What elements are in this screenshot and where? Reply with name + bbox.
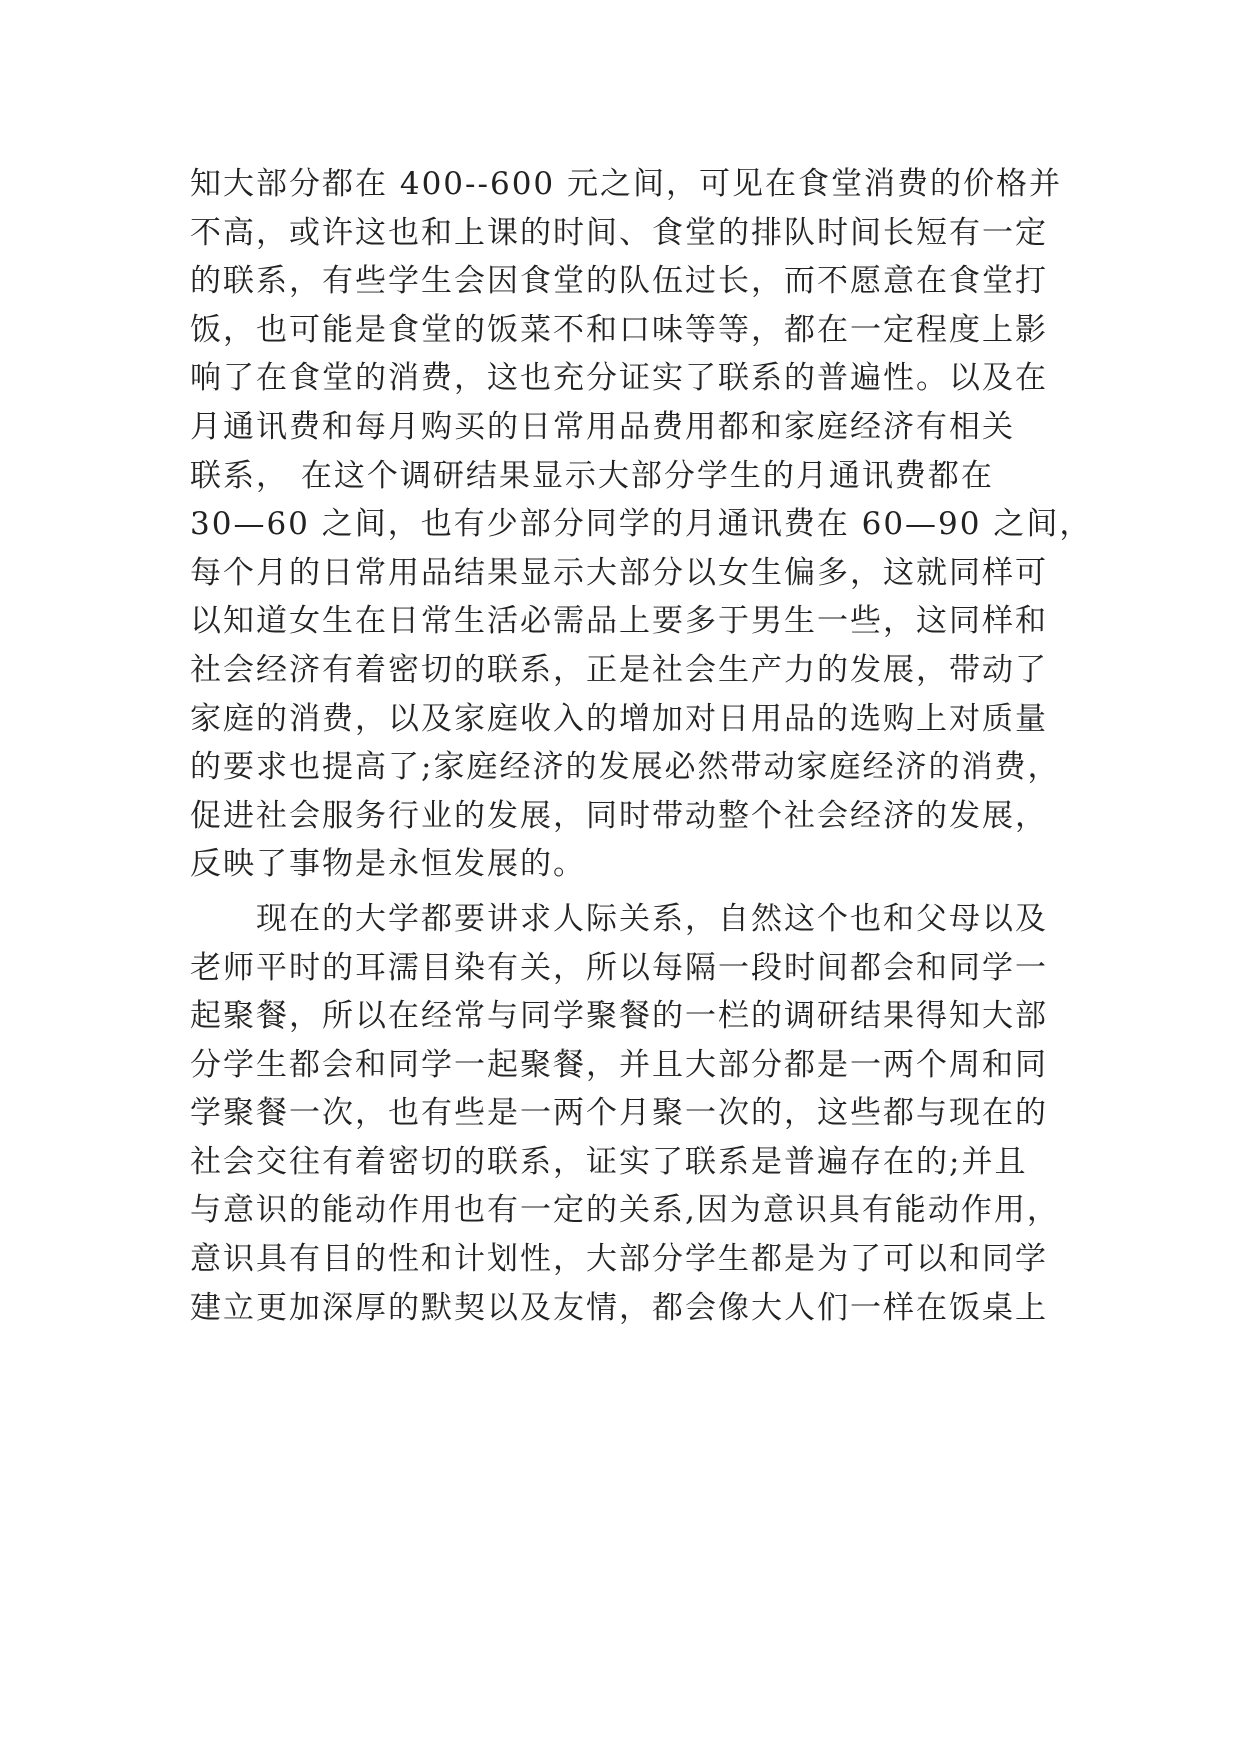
paragraph-line: 的联系，有些学生会因食堂的队伍过长，而不愿意在食堂打 [190,263,1048,300]
paragraph-line: 社会经济有着密切的联系，正是社会生产力的发展，带动了 [190,651,1048,688]
paragraph-line: 学聚餐一次，也有些是一两个月聚一次的，这些都与现在的 [190,1095,1048,1132]
paragraph-line: 分学生都会和同学一起聚餐，并且大部分都是一两个周和同 [190,1046,1048,1083]
paragraph-first-line: 现在的大学都要讲求人际关系，自然这个也和父母以及 [256,900,1048,937]
paragraph-line: 联系， 在这个调研结果显示大部分学生的月通讯费都在 [190,457,994,494]
paragraph-line: 以知道女生在日常生活必需品上要多于男生一些，这同样和 [190,603,1048,640]
paragraph-line: 社会交往有着密切的联系，证实了联系是普遍存在的;并且 [190,1143,1028,1180]
paragraph-line: 知大部分都在 400--600 元之间，可见在食堂消费的价格并 [190,166,1062,202]
paragraph-line: 意识具有目的性和计划性，大部分学生都是为了可以和同学 [190,1241,1048,1278]
paragraph-line: 的要求也提高了;家庭经济的发展必然带动家庭经济的消费， [190,749,1061,786]
paragraph-line: 与意识的能动作用也有一定的关系,因为意识具有能动作用， [190,1192,1060,1229]
paragraph-line: 家庭的消费，以及家庭收入的增加对日用品的选购上对质量 [190,700,1048,737]
paragraph-line: 建立更加深厚的默契以及友情，都会像大人们一样在饭桌上 [190,1289,1048,1326]
paragraph-line: 老师平时的耳濡目染有关，所以每隔一段时间都会和同学一 [190,949,1048,986]
paragraph-line: 月通讯费和每月购买的日常用品费用都和家庭经济有相关 [190,408,1015,445]
document-body [190,160,1093,1332]
paragraph-line: 起聚餐，所以在经常与同学聚餐的一栏的调研结果得知大部 [190,998,1048,1035]
paragraph-line: 响了在食堂的消费，这也充分证实了联系的普遍性。以及在 [190,360,1048,397]
paragraph-line: 饭，也可能是食堂的饭菜不和口味等等，都在一定程度上影 [190,311,1048,348]
paragraph-line: 不高，或许这也和上课的时间、食堂的排队时间长短有一定 [190,214,1048,251]
paragraph-line: 促进社会服务行业的发展，同时带动整个社会经济的发展， [190,797,1048,834]
paragraph-2 [190,895,1060,1332]
paragraph-1 [190,160,1093,889]
paragraph-line: 每个月的日常用品结果显示大部分以女生偏多，这就同样可 [190,554,1048,591]
paragraph-line: 反映了事物是永恒发展的。 [190,846,586,883]
paragraph-line: 30—60 之间，也有少部分同学的月通讯费在 60—90 之间， [190,506,1093,543]
